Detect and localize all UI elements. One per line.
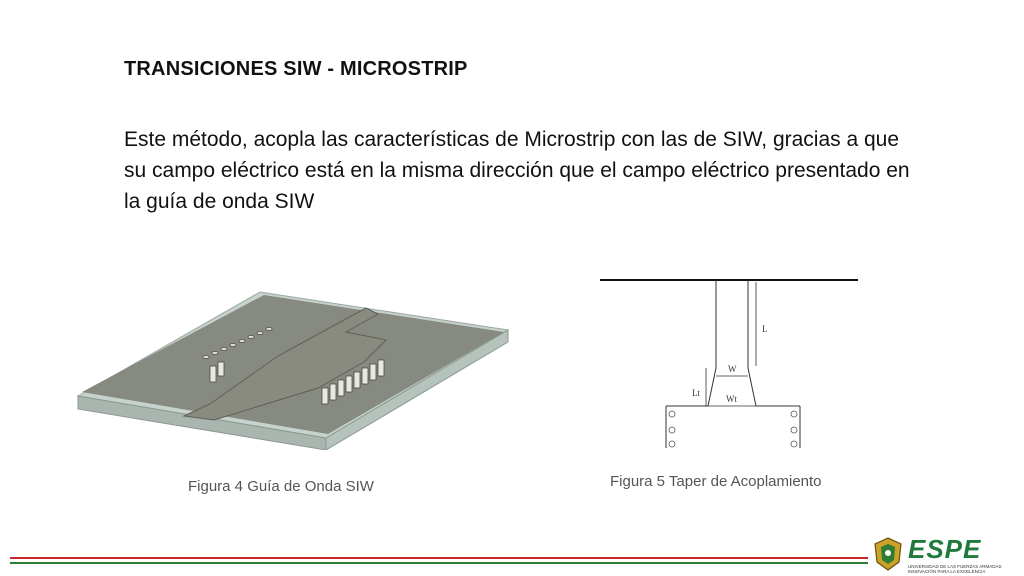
logo-subtitle-2: INNOVACIÓN PARA LA EXCELENCIA — [908, 569, 986, 574]
footer-green-line — [10, 562, 868, 564]
logo-subtitle-1: UNIVERSIDAD DE LAS FUERZAS ARMADAS — [908, 564, 1002, 569]
slide-title: TRANSICIONES SIW - MICROSTRIP — [124, 58, 468, 80]
footer-red-line — [10, 557, 868, 559]
label-W: W — [728, 364, 737, 374]
taper-vias — [669, 411, 797, 447]
label-Wt: Wt — [726, 394, 737, 404]
crest-icon — [872, 536, 904, 572]
slide-body-text: Este método, acopla las características de Microstrip con las de SIW, gracias a que su campo eléctrico está en la misma dirección que el campo eléctrico presentado en la guía de onda SIW — [124, 128, 910, 213]
label-Lt: Lt — [692, 388, 700, 398]
taper-diagram — [596, 268, 866, 453]
espe-logo — [872, 536, 1012, 574]
logo-wordmark: ESPE — [908, 534, 982, 564]
figure-5-caption: Figura 5 Taper de Acoplamiento — [610, 473, 822, 490]
label-L: L — [762, 324, 768, 334]
siw-waveguide-figure — [74, 280, 514, 450]
figure-4-caption: Figura 4 Guía de Onda SIW — [188, 478, 374, 495]
